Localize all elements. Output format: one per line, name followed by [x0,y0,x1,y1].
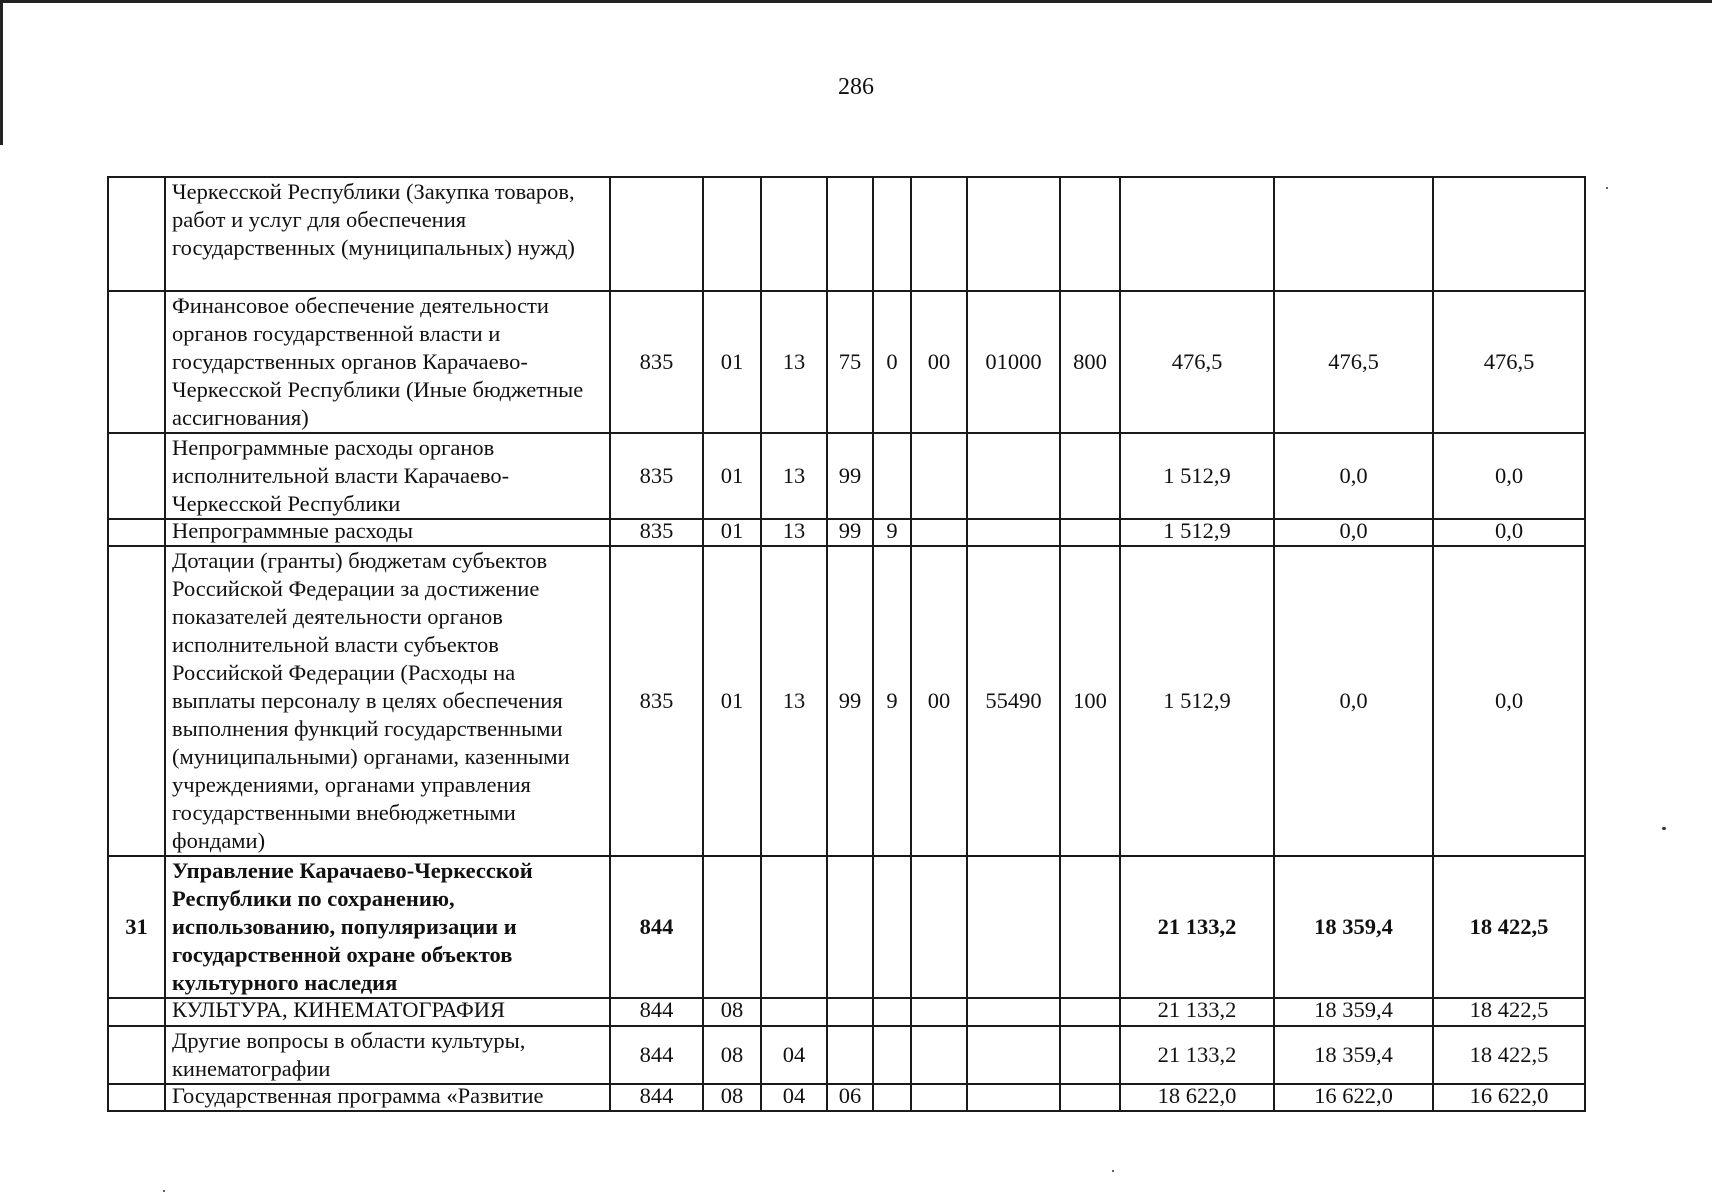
subsection-code [761,177,827,291]
row-description: Государственная программа «Развитие [165,1084,610,1111]
row-number [108,519,165,546]
admin-code: 835 [610,519,703,546]
direction-code [967,433,1060,519]
event-code [911,433,967,519]
subprogram-code [873,998,911,1026]
direction-code [967,1084,1060,1111]
row-description: Управление Карачаево-Черкесской Республики по сохранению, использованию, популяризации и государственной охране объектов культурного наследия [165,856,610,998]
admin-code: 844 [610,856,703,998]
admin-code: 835 [610,291,703,433]
amount-year-1: 476,5 [1120,291,1274,433]
direction-code [967,1026,1060,1084]
row-description: Непрограммные расходы [165,519,610,546]
scan-speck [1606,187,1608,189]
subsection-code: 13 [761,291,827,433]
expense-type-code [1060,1084,1120,1111]
amount-year-3: 0,0 [1433,546,1585,856]
amount-year-2: 16 622,0 [1274,1084,1433,1111]
program-code [827,1026,873,1084]
table-row [108,433,1585,519]
program-code: 99 [827,546,873,856]
table-row [108,546,1585,856]
expense-type-code [1060,519,1120,546]
program-code [827,177,873,291]
row-description: КУЛЬТУРА, КИНЕМАТОГРАФИЯ [165,998,610,1026]
section-code: 01 [703,433,761,519]
program-code: 75 [827,291,873,433]
section-code [703,177,761,291]
page-number: 286 [838,74,874,100]
row-description: Финансовое обеспечение деятельности органов государственной власти и государственных органов Карачаево-Черкесской Республики (Иные бюджетные ассигнования) [165,291,610,433]
amount-year-1: 1 512,9 [1120,433,1274,519]
subsection-code: 04 [761,1084,827,1111]
amount-year-2: 18 359,4 [1274,1026,1433,1084]
row-number [108,1026,165,1084]
expense-type-code [1060,998,1120,1026]
amount-year-1: 18 622,0 [1120,1084,1274,1111]
table-row [108,177,1585,291]
table-row [108,291,1585,433]
program-code: 06 [827,1084,873,1111]
subsection-code: 13 [761,433,827,519]
subsection-code: 13 [761,546,827,856]
row-number [108,433,165,519]
amount-year-1: 1 512,9 [1120,519,1274,546]
section-code: 01 [703,546,761,856]
amount-year-3: 18 422,5 [1433,856,1585,998]
section-code [703,856,761,998]
row-number [108,998,165,1026]
program-code [827,998,873,1026]
subprogram-code: 9 [873,546,911,856]
expense-type-code [1060,177,1120,291]
direction-code: 55490 [967,546,1060,856]
amount-year-1: 1 512,9 [1120,546,1274,856]
event-code: 00 [911,291,967,433]
table-row [108,998,1585,1026]
subprogram-code [873,177,911,291]
event-code: 00 [911,546,967,856]
program-code: 99 [827,433,873,519]
table-row [108,519,1585,546]
direction-code [967,177,1060,291]
table-row [108,1084,1585,1111]
amount-year-1 [1120,177,1274,291]
subsection-code: 04 [761,1026,827,1084]
subprogram-code [873,1026,911,1084]
amount-year-2 [1274,177,1433,291]
subprogram-code [873,856,911,998]
expense-type-code [1060,433,1120,519]
admin-code: 844 [610,998,703,1026]
row-description: Черкесской Республики (Закупка товаров, работ и услуг для обеспечения государственных (муниципальных) нужд) [165,177,610,291]
program-code [827,856,873,998]
row-number: 31 [108,856,165,998]
scan-speck [1662,827,1666,830]
subprogram-code [873,433,911,519]
amount-year-3: 18 422,5 [1433,998,1585,1026]
table-row [108,1026,1585,1084]
subprogram-code: 9 [873,519,911,546]
amount-year-2: 0,0 [1274,546,1433,856]
amount-year-3 [1433,177,1585,291]
event-code [911,1026,967,1084]
subsection-code: 13 [761,519,827,546]
admin-code: 844 [610,1026,703,1084]
direction-code [967,519,1060,546]
scan-speck [1112,1170,1114,1172]
amount-year-2: 18 359,4 [1274,998,1433,1026]
expense-type-code [1060,1026,1120,1084]
direction-code [967,998,1060,1026]
amount-year-3: 0,0 [1433,519,1585,546]
subprogram-code [873,1084,911,1111]
section-code: 08 [703,1026,761,1084]
event-code [911,856,967,998]
amount-year-1: 21 133,2 [1120,998,1274,1026]
subsection-code [761,998,827,1026]
budget-table [107,176,1586,1112]
amount-year-3: 16 622,0 [1433,1084,1585,1111]
amount-year-3: 18 422,5 [1433,1026,1585,1084]
row-number [108,291,165,433]
event-code [911,998,967,1026]
amount-year-3: 0,0 [1433,433,1585,519]
admin-code: 844 [610,1084,703,1111]
row-number [108,1084,165,1111]
admin-code: 835 [610,546,703,856]
admin-code: 835 [610,433,703,519]
expense-type-code: 800 [1060,291,1120,433]
section-code: 01 [703,519,761,546]
expense-type-code [1060,856,1120,998]
amount-year-2: 18 359,4 [1274,856,1433,998]
scan-speck [163,1190,165,1192]
amount-year-2: 0,0 [1274,433,1433,519]
amount-year-2: 476,5 [1274,291,1433,433]
row-description: Дотации (гранты) бюджетам субъектов Российской Федерации за достижение показателей деятельности органов исполнительной власти субъектов Российской Федерации (Расходы на выплаты персоналу в целях обеспечения выполнения функций государственными (муниципальными) органами, казенными учреждениями, органами управления государственными внебюджетными фондами) [165,546,610,856]
subsection-code [761,856,827,998]
row-number [108,546,165,856]
section-code: 08 [703,1084,761,1111]
amount-year-3: 476,5 [1433,291,1585,433]
section-code: 01 [703,291,761,433]
amount-year-2: 0,0 [1274,519,1433,546]
direction-code [967,856,1060,998]
table-row [108,856,1585,998]
amount-year-1: 21 133,2 [1120,856,1274,998]
program-code: 99 [827,519,873,546]
event-code [911,1084,967,1111]
event-code [911,177,967,291]
scan-edge-left [0,0,3,145]
row-description: Другие вопросы в области культуры, кинематографии [165,1026,610,1084]
event-code [911,519,967,546]
admin-code [610,177,703,291]
section-code: 08 [703,998,761,1026]
row-number [108,177,165,291]
direction-code: 01000 [967,291,1060,433]
expense-type-code: 100 [1060,546,1120,856]
amount-year-1: 21 133,2 [1120,1026,1274,1084]
scan-edge-top [0,0,1712,3]
row-description: Непрограммные расходы органов исполнительной власти Карачаево-Черкесской Республики [165,433,610,519]
subprogram-code: 0 [873,291,911,433]
